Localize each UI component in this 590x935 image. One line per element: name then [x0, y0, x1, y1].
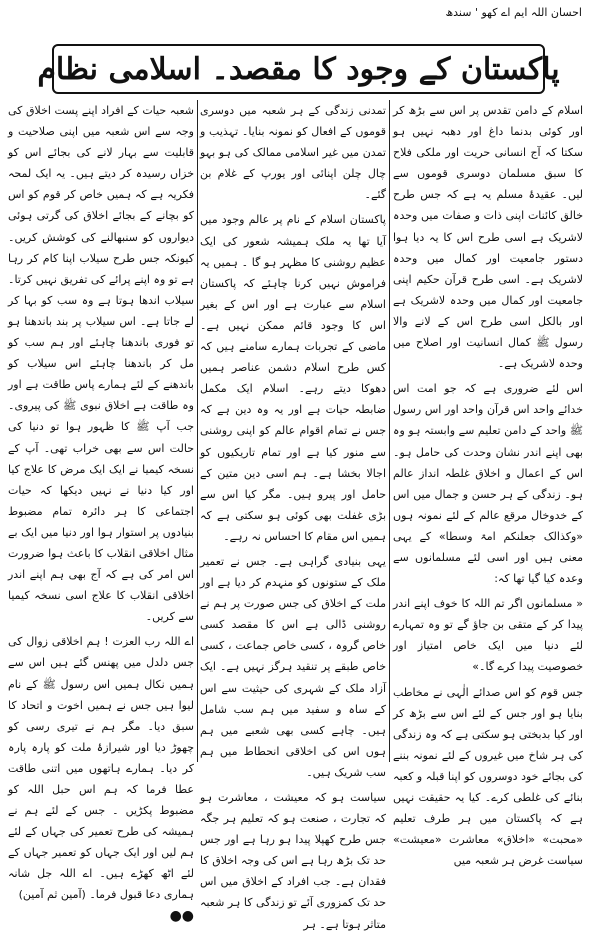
author-byline: احسان اللہ ایم اے کھو ' سندھ — [445, 6, 582, 19]
column-divider — [197, 100, 198, 762]
paragraph: پاکستان اسلام کے نام پر عالم وجود میں آیا تھا یہ ملک ہمیشہ شعور کی ایک عظیم روشنی کا مظہر ہو گا ۔ ہمیں یہ فراموش نہیں کرنا چاہئے کہ پاکستان اسلام سے عبارت ہے اور اس کے بغیر اس کا وجود قائم ممکن نہیں ہے۔ ماضی کے تجربات ہمارے سامنے ہیں کہ کس طرح اسلام دشمن عناصر ہمیں دھوکا دیتے رہے۔ اسلام ایک مکمل ضابطہ حیات ہے اور یہ وہ دین ہے کہ جس نے تمام اقوام عالم کو اپنی روشنی سے منور کیا ہے اور تمام تاریکیوں کو اجالا بخشا ہے۔ ہم اسی دین متین کے حامل اور پیرو ہیں۔ مگر کیا اس سے بڑی غفلت بھی کوئی ہو سکتی ہے کہ ہمیں اس مقام کا احساس نہ رہے۔ — [200, 213, 386, 543]
headline-frame — [37, 44, 560, 94]
column-middle — [200, 100, 386, 931]
column-left — [8, 100, 194, 924]
paragraph: جس قوم کو اس صدائے الٰہی نے مخاطب بنایا ہو اور جس کے لئے اس سے بڑھ کر اور کیا بدبختی ہو سکتی ہے کہ وہ زندگی کی ہر شاخ میں غیروں کے لئے نمونہ بننے کی بجائے خود دوسروں کو اپنا قبلہ و کعبہ بنائے کی غلطی کرے۔ کیا یہ حقیقت نہیں ہے کہ پاکستان میں ہر طرف تعلیم «محبت» «اخلاق» معاشرت «معیشت» سیاست غرض ہر شعبہ میں — [393, 685, 583, 868]
paragraph: اس لئے ضروری ہے کہ جو امت اس خدائے واحد اس قرآن واحد اور اس رسول ﷺ واحد کے دامن تعلیم سے وابستہ ہو وہ بھی اپنے اندر نشان وحدت کی حامل ہو۔ اس کے اعمال و اخلاق غلطہ انداز عالم ہو۔ زندگی کے ہر حسن و جمال میں اس کے خدوخال مرقع عالم کے لئے نمونہ ہوں «وکذالک جعلنکم امۃ وسطا» کے یہی معنی ہیں اور اسی لئے مسلمانوں سے وعدہ کیا گیا تھا کہ: — [393, 382, 583, 586]
article-headline: پاکستان کے وجود کا مقصد۔ اسلامی نظام — [37, 51, 560, 87]
column-right — [393, 100, 583, 868]
paragraph: تمدنی زندگی کے ہر شعبہ میں دوسری قوموں کے افعال کو نمونہ بنایا۔ تہذیب و تمدن میں غیر اسلامی ممالک کی ہو بہو چال چلن اپنائی اور یورپ کے غلام بن گئے۔ — [200, 104, 386, 202]
paragraph: یہی بنیادی گراہی ہے۔ جس نے تعمیر ملک کے ستونوں کو منہدم کر دیا ہے اور ملت کے اخلاق کی جس صورت پر ہم نے روشنی ڈالی ہے اس کا مقصد کسی خاص گروہ ، کسی خاص جماعت ، کسی خاص طبقے پر تنقید ہرگز نہیں ہے۔ ایک آزاد ملک کے شہری کی حیثیت سے اس کے ساہ و سفید میں ہم سب شامل ہیں۔ چاہے کسی بھی شعبے میں ہم ہوں اس کی اخلاقی انحطاط میں ہم سب شریک ہیں۔ — [200, 554, 386, 779]
paragraph: اسلام کے دامن تقدس پر اس سے بڑھ کر اور کوئی بدنما داغ اور دھبہ نہیں ہو سکتا کہ آج انسانی حریت اور ملکی فلاح کا سبق مسلمان دوسری قوموں سے لیں۔ عقیدۂ مسلم یہ ہے کہ جس طرح خالق کائنات اپنی ذات و صفات میں وحدہ لاشریک ہے اسی طرح اس کا یہ دیا ہوا دستور جامعیت اور کمال میں وحدہ لاشریک ہے۔ اسی طرح قرآن حکیم اپنی جامعیت اور کمال میں وحدہ لاشریک ہے اور بالکل اسی طرح اس کے لانے والا رسول ﷺ کمال انسانیت اور اصلاح میں وحدہ لاشریک ہے۔ — [393, 104, 583, 371]
article-body — [0, 100, 590, 931]
paragraph: شعبہ حیات کے افراد اپنے پست اخلاق کی وجہ سے اس شعبہ میں اپنی صلاحیت و قابلیت سے بہار لانے کی بجائے اس کو خزاں رسیدہ کر دیتے ہیں۔ یہ ایک لمحہ فکریہ ہے کہ ہمیں خاص کر قوم کو اس کو بچانے کے بجائے اخلاق کی گرتی ہوئی دیواروں کو سنبھالنے کی کوشش کریں۔ کیونکہ جس طرح سیلاب اپنا کام کر رہا ہے تو وہ اپنے پرائے کی تفریق نہیں کرتا۔ سیلاب اندھا ہوتا ہے وہ سب کو بہا کر لے جاتا ہے۔ اس سیلاب پر بند باندھنا ہو تو فوری باندھنا چاہئے اور ہم سب کو مل کر باندھنا چاہئے اس سیلاب کو باندھنے کے لئے ہمارے پاس طاقت ہے اور وہ طاقت ہے اخلاق نبوی ﷺ کی پیروی۔ جب آپ ﷺ کا ظہور ہوا تو دنیا کی حالت اس سے بھی خراب تھی۔ آپ کے نسخہ کیمیا نے ایک ایک مرض کا علاج کیا اور کیا دنیا نے نہیں دیکھا کہ حیات اجتماعی کا ہر دائرہ تمام مضبوط بنیادوں پر استوار ہوا اور دنیا میں ایک بے مثال اخلاقی انقلاب کا باعث ہوا ضرورت اس امر کی ہے کہ آج بھی ہم اپنے اندر اخلاقی انقلاب کا علاج اسی نسخہ کیمیا سے کریں۔ — [8, 104, 194, 624]
end-mark: ●● — [169, 907, 194, 924]
prayer-paragraph: اے اللہ رب العزت ! ہم اخلاقی زوال کی جس دلدل میں پھنس گئے ہیں اس سے ہمیں نکال ہمیں اس رسول ﷺ کے نام لیوا ہیں جس نے ہمیں اخوت و اتحاد کا سبق دیا۔ مگر ہم نے تیری رسی کو چھوڑ دیا اور شیرازۂ ملت کو پارہ پارہ کر دیا۔ ہمارے ہاتھوں میں اتنی طاقت عطا فرما کہ ہم اس حبل اللہ کو مضبوط پکڑیں ۔ جس کے لئے ہم نے ہمیشہ کی طرح تعمیر کی جہاں کے لئے ہم لیں اور ایک جہاں کو تعمیر جہاں کے لئے اٹھ کھڑے ہیں۔ اے اللہ جل شانہ ہماری دعا قبول فرما۔ (آمین ثم آمین) — [8, 635, 194, 902]
column-divider — [389, 100, 390, 762]
quotation: « مسلمانوں اگر تم اللہ کا خوف اپنے اندر پیدا کر کے متقی بن جاؤ گے تو وہ تمہارے لئے دنیا میں ایک خاص امتیاز اور خصوصیت پیدا کرے گا۔» — [393, 597, 583, 674]
paragraph: سیاست ہو کہ معیشت ، معاشرت ہو کہ تجارت ، صنعت ہو کہ تعلیم ہر جگہ جس طرح کھپلا پیدا ہو رہا ہے اور جس حد تک بڑھ رہا ہے اس کی وجہ اخلاق کا فقدان ہے۔ جب افراد کے اخلاق میں اس حد تک کمزوری آئے تو زندگی کا ہر شعبہ متاثر ہوتا ہے۔ ہر — [200, 791, 386, 931]
